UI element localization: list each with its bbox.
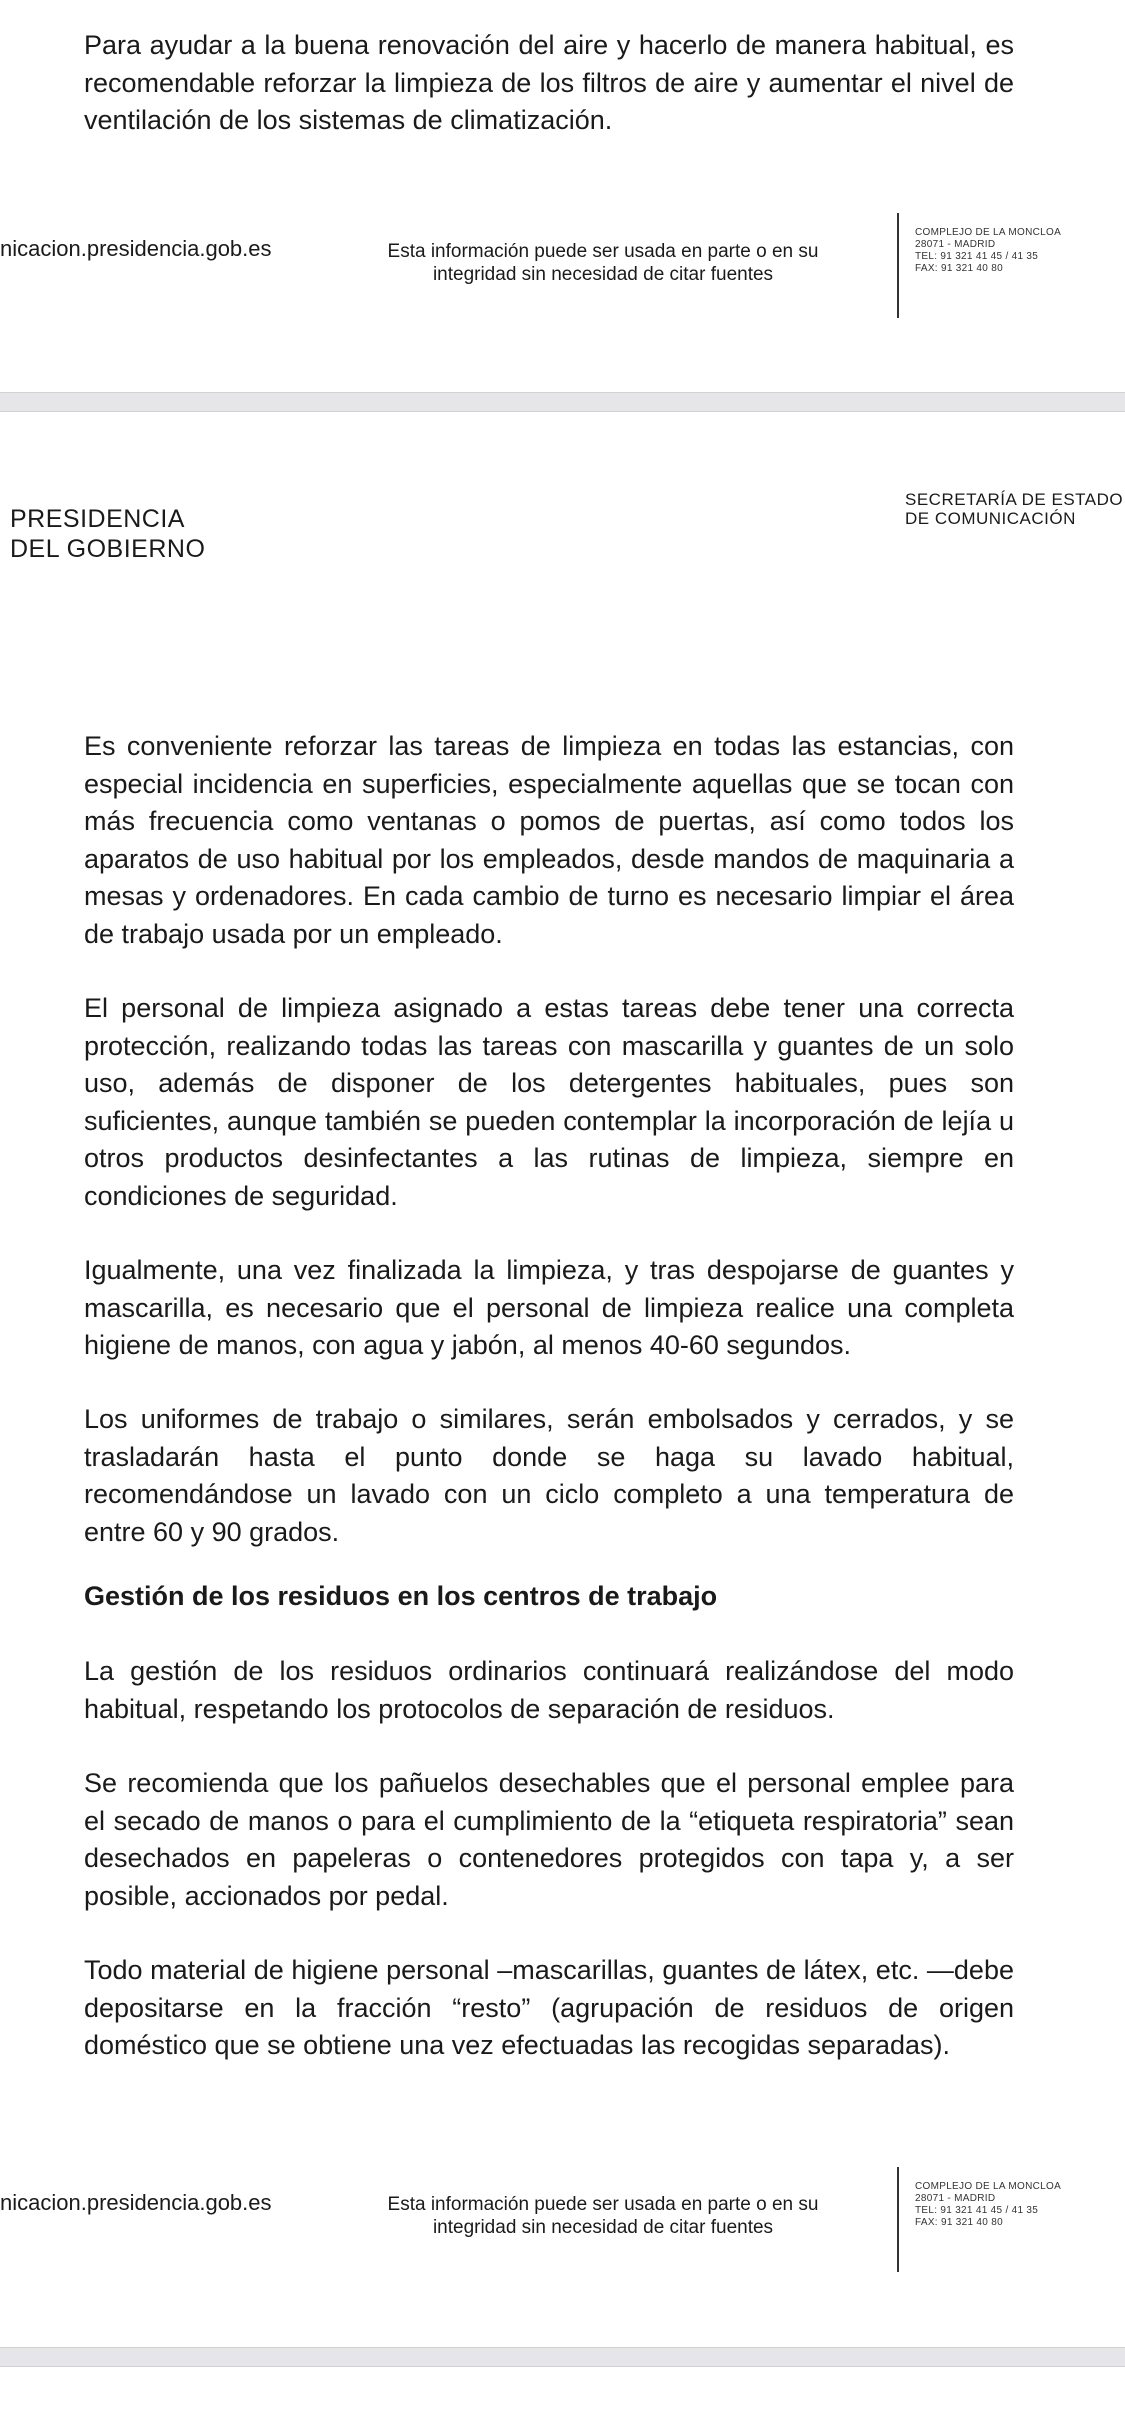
body-paragraph: La gestión de los residuos ordinarios continuará realizándose del modo habitual, respetando los protocolos de separación de residuos. [84,1656,1014,1724]
footer-address [915,227,1061,275]
address-line: 28071 - MADRID [915,239,996,250]
section-heading: Gestión de los residuos en los centros de trabajo [84,1581,718,1611]
footer-note: Esta información puede ser usada en parte o en su integridad sin necesidad de citar fuentes [387,241,819,285]
address-line: COMPLEJO DE LA MONCLOA [915,2181,1062,2192]
department-name [905,490,1123,528]
footer-address [915,2181,1061,2229]
page-separator [0,392,1125,412]
address-line: COMPLEJO DE LA MONCLOA [915,227,1062,238]
dept-name-line: DE COMUNICACIÓN [905,509,1076,528]
dept-name-line: SECRETARÍA DE ESTADO [905,490,1124,509]
address-line: FAX: 91 321 40 80 [915,263,1003,274]
body-paragraph: Igualmente, una vez finalizada la limpieza, y tras despojarse de guantes y mascarilla, es necesario que el personal de limpieza realice una completa higiene de manos, con agua y jabón, al menos 40-60 segundos. [84,1255,1014,1360]
body-paragraph: El personal de limpieza asignado a estas tareas debe tener una correcta protección, realizando todas las tareas con mascarilla y guantes de un solo uso, además de disponer de los detergentes habituales, pues son suficientes, aunque también se pueden contemplar la incorporación de lejía u otros productos desinfectantes a las rutinas de limpieza, siempre en condiciones de seguridad. [84,993,1014,1211]
body-paragraph: Los uniformes de trabajo o similares, serán embolsados y cerrados, y se trasladarán hasta el punto donde se haga su lavado habitual, recomendándose un lavado con un ciclo completo a una temperatura de entre 60 y 90 grados. [84,1404,1014,1547]
page-separator [0,2347,1125,2367]
body-paragraph: Para ayudar a la buena renovación del aire y hacerlo de manera habitual, es recomendable reforzar la limpieza de los filtros de aire y aumentar el nivel de ventilación de los sistemas de climatización. [84,30,1014,135]
body-paragraph: Es conveniente reforzar las tareas de limpieza en todas las estancias, con especial incidencia en superficies, especialmente aquellas que se tocan con más frecuencia como ventanas o pomos de puertas, así como todos los aparatos de uso habitual por los empleados, desde mandos de maquinaria a mesas y ordenadores. En cada cambio de turno es necesario limpiar el área de trabajo usada por un empleado. [84,731,1014,949]
footer-divider [897,213,899,318]
org-name-line: DEL GOBIERNO [10,535,206,563]
footer-note: Esta información puede ser usada en parte o en su integridad sin necesidad de citar fuentes [387,2194,819,2238]
footer-url[interactable]: nicacion.presidencia.gob.es [0,236,272,261]
address-line: FAX: 91 321 40 80 [915,2217,1003,2228]
org-name-line: PRESIDENCIA [10,505,185,533]
address-line: 28071 - MADRID [915,2193,996,2204]
address-line: TEL: 91 321 41 45 / 41 35 [915,2205,1039,2216]
body-paragraph: Se recomienda que los pañuelos desechables que el personal emplee para el secado de manos o para el cumplimiento de la “etiqueta respiratoria” sean desechados en papeleras o contenedores protegidos con tapa y, a ser posible, accionados por pedal. [84,1768,1014,1911]
address-line: TEL: 91 321 41 45 / 41 35 [915,251,1039,262]
organization-name [10,504,205,564]
footer-url[interactable]: nicacion.presidencia.gob.es [0,2190,272,2215]
footer-divider [897,2167,899,2272]
body-paragraph: Todo material de higiene personal –mascarillas, guantes de látex, etc. —debe depositarse en la fracción “resto” (agrupación de residuos de origen doméstico que se obtiene una vez efectuadas las recogidas separadas). [84,1955,1014,2060]
